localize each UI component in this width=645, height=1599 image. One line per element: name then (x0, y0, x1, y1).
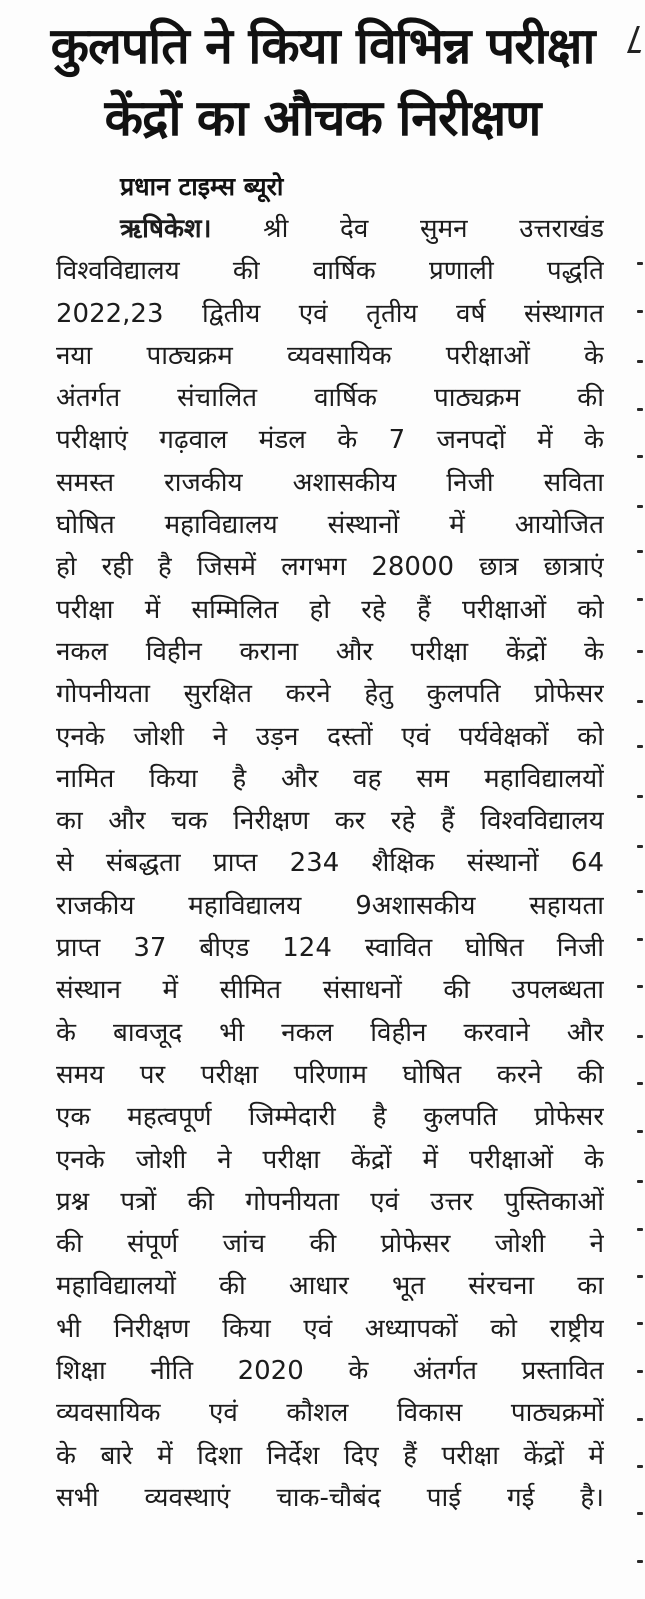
body-line: घोषित महाविद्यालय संस्थानों में आयोजित (56, 510, 604, 541)
column-edge-mark (637, 1322, 643, 1325)
column-edge-mark (637, 262, 643, 265)
article-body (56, 208, 604, 1519)
body-line: से संबद्धता प्राप्त 234 शैक्षिक संस्थानों 64 (56, 848, 604, 879)
column-edge-mark (637, 505, 643, 508)
column-edge-mark (637, 310, 643, 313)
adjacent-column-fragment (627, 26, 645, 53)
column-edge-mark (637, 795, 643, 798)
body-line (56, 208, 604, 250)
body-line: नामित किया है और वह सम महाविद्यालयों (56, 763, 604, 794)
headline-line-2: केंद्रों का औचक निरीक्षण (104, 89, 541, 147)
column-edge-mark (637, 1082, 643, 1085)
body-line: प्रश्न पत्रों की गोपनीयता एवं उत्तर पुस्तिकाओं (56, 1186, 604, 1217)
body-line: समय पर परीक्षा परिणाम घोषित करने की (56, 1059, 604, 1090)
column-edge-mark (637, 985, 643, 988)
column-edge-mark (637, 1512, 643, 1515)
article-byline: प्रधान टाइम्स ब्यूरो (120, 172, 284, 201)
column-edge-mark (637, 700, 643, 703)
column-edge-mark (637, 1465, 643, 1468)
column-edge-mark (637, 1180, 643, 1183)
body-line: हो रही है जिसमें लगभग 28000 छात्र छात्राएं (56, 552, 604, 583)
body-line: के बारे में दिशा निर्देश दिए हैं परीक्षा केंद्रों में (56, 1440, 604, 1471)
body-line-text: श्री देव सुमन उत्तराखंड (263, 214, 604, 244)
column-edge-mark (637, 408, 643, 411)
column-edge-mark (637, 360, 643, 363)
body-line: सभी व्यवस्थाएं चाक-चौबंद पाई गई है। (56, 1482, 604, 1513)
column-edge-mark (637, 1370, 643, 1373)
article-headline (30, 10, 615, 154)
body-line: शिक्षा नीति 2020 के अंतर्गत प्रस्तावित (56, 1356, 604, 1387)
body-line: समस्त राजकीय अशासकीय निजी सविता (56, 467, 604, 498)
body-line: के बावजूद भी नकल विहीन करवाने और (56, 1017, 604, 1048)
article-dateline: ऋषिकेश। (120, 214, 212, 244)
column-edge-mark (637, 455, 643, 458)
body-line: नया पाठ्यक्रम व्यवसायिक परीक्षाओं के (56, 340, 604, 371)
body-line: एनके जोशी ने उड़न दस्तों एवं पर्यवेक्षकों को (56, 721, 604, 752)
body-line: प्राप्त 37 बीएड 124 स्वावित घोषित निजी (56, 933, 604, 964)
column-edge-mark (637, 890, 643, 893)
body-line: व्यवसायिक एवं कौशल विकास पाठ्यक्रमों (56, 1398, 604, 1429)
body-line: नकल विहीन कराना और परीक्षा केंद्रों के (56, 636, 604, 667)
body-line: की संपूर्ण जांच की प्रोफेसर जोशी ने (56, 1229, 604, 1260)
column-edge-mark (637, 550, 643, 553)
column-edge-mark (637, 938, 643, 941)
adjacent-column-edge (631, 0, 645, 1599)
body-line: का और चक निरीक्षण कर रहे हैं विश्वविद्यालय (56, 806, 604, 837)
column-edge-mark (637, 1130, 643, 1133)
body-line: परीक्षाएं गढ़वाल मंडल के 7 जनपदों में के (56, 425, 604, 456)
body-line: अंतर्गत संचालित वार्षिक पाठ्यक्रम की (56, 383, 604, 414)
column-edge-mark (637, 598, 643, 601)
column-edge-mark (637, 650, 643, 653)
column-edge-mark (637, 1418, 643, 1421)
body-line: संस्थान में सीमित संसाधनों की उपलब्धता (56, 975, 604, 1006)
column-edge-mark (637, 745, 643, 748)
body-line: विश्वविद्यालय की वार्षिक प्रणाली पद्धति (56, 256, 604, 287)
body-line: एनके जोशी ने परीक्षा केंद्रों में परीक्षाओं के (56, 1144, 604, 1175)
column-edge-mark (637, 1035, 643, 1038)
body-line: महाविद्यालयों की आधार भूत संरचना का (56, 1271, 604, 1302)
body-line: भी निरीक्षण किया एवं अध्यापकों को राष्ट्रीय (56, 1313, 604, 1344)
body-line: गोपनीयता सुरक्षित करने हेतु कुलपति प्रोफेसर (56, 679, 604, 710)
body-line: परीक्षा में सम्मिलित हो रहे हैं परीक्षाओं को (56, 594, 604, 625)
column-edge-mark (637, 1228, 643, 1231)
body-line: एक महत्वपूर्ण जिम्मेदारी है कुलपति प्रोफेसर (56, 1102, 604, 1133)
column-edge-mark (637, 1560, 643, 1563)
headline-line-1: कुलपति ने किया विभिन्न परीक्षा (50, 17, 595, 75)
column-edge-mark (637, 845, 643, 848)
body-line: 2022,23 द्वितीय एवं तृतीय वर्ष संस्थागत (56, 298, 604, 329)
body-line: राजकीय महाविद्यालय 9अशासकीय सहायता (56, 890, 604, 921)
column-edge-mark (637, 1275, 643, 1278)
